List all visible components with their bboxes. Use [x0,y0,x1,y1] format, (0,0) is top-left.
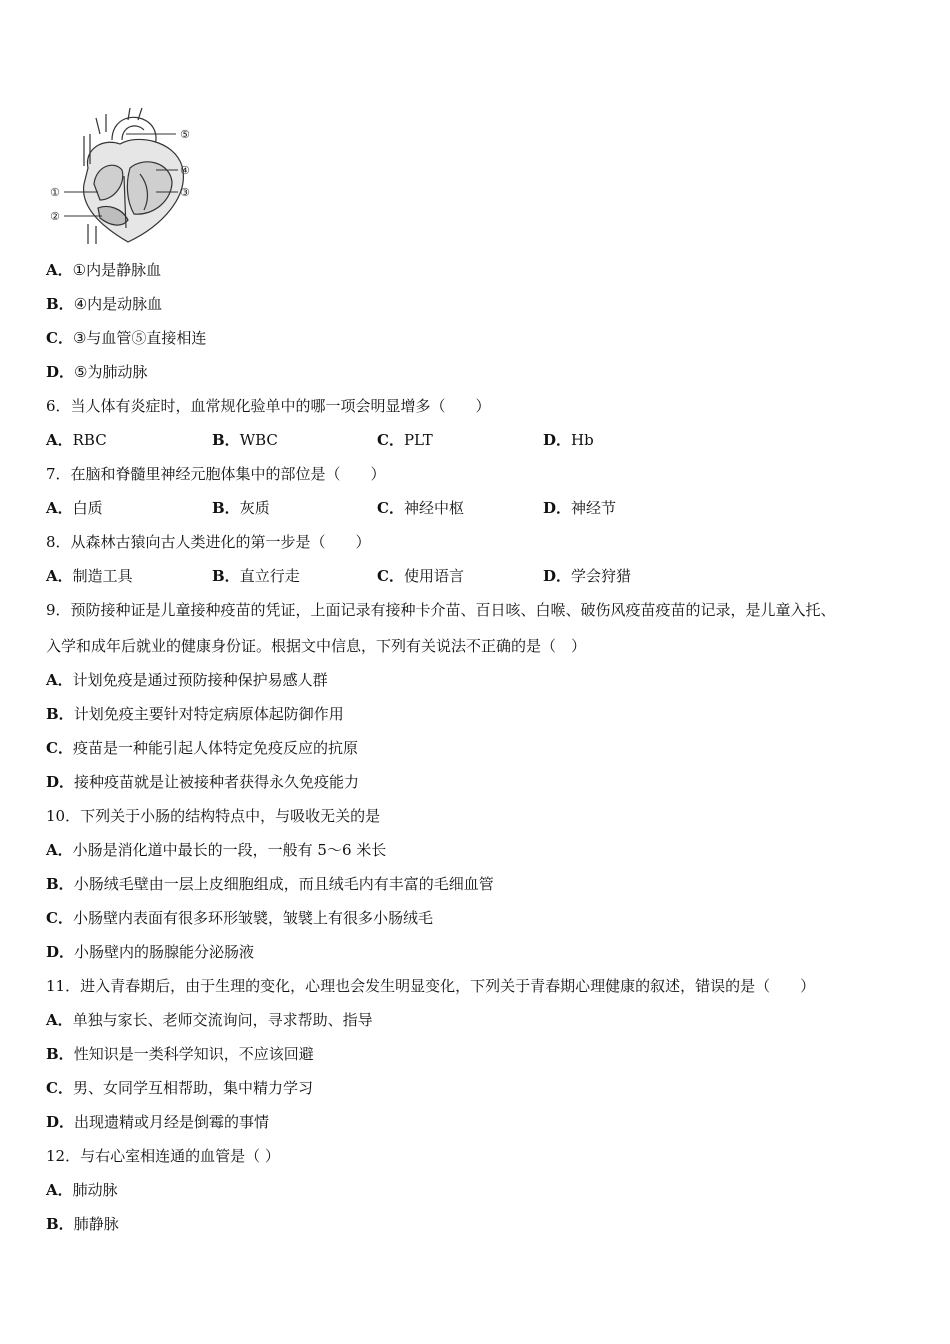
label-5: ⑤ [180,128,190,141]
q11-option-b: B．性知识是一类科学知识，不应该回避 [46,1045,314,1063]
q10-option-a: A．小肠是消化道中最长的一段，一般有 5～6 米长 [46,841,387,859]
q11-stem: 11．进入青春期后，由于生理的变化，心理也会发生明显变化，下列关于青春期心理健康的叙述，错误的是（ ） [46,977,816,995]
q8-option-c: C．使用语言 [377,567,464,585]
q12-option-a: A．肺动脉 [46,1181,118,1199]
label-1: ① [50,186,60,199]
q7-option-a: A．白质 [46,499,103,517]
q5-option-a: A．①内是静脉血 [46,261,162,279]
q11-option-d: D．出现遗精或月经是倒霉的事情 [46,1113,270,1131]
q8-option-a: A．制造工具 [46,567,133,585]
q10-option-b: B．小肠绒毛壁由一层上皮细胞组成，而且绒毛内有丰富的毛细血管 [46,875,494,893]
q7-stem: 7．在脑和脊髓里神经元胞体集中的部位是（ ） [46,465,386,483]
q10-option-c: C．小肠壁内表面有很多环形皱襞，皱襞上有很多小肠绒毛 [46,909,433,927]
q12-stem: 12．与右心室相连通的血管是（ ） [46,1147,280,1165]
q6-stem: 6．当人体有炎症时，血常规化验单中的哪一项会明显增多（ ） [46,397,491,415]
q9-stem-line1: 9．预防接种证是儿童接种疫苗的凭证，上面记录有接种卡介苗、百日咳、白喉、破伤风疫苗疫苗的记录，是儿童入托、 [46,601,836,619]
q6-option-b: B．WBC [212,431,278,449]
q10-option-d: D．小肠壁内的肠腺能分泌肠液 [46,943,255,961]
q10-stem: 10．下列关于小肠的结构特点中，与吸收无关的是 [46,807,381,825]
label-4: ④ [180,164,190,177]
q9-stem-line2: 入学和成年后就业的健康身份证。根据文中信息，下列有关说法不正确的是（ ） [46,637,587,655]
q5-option-b: B．④内是动脉血 [46,295,163,313]
q9-option-d: D．接种疫苗就是让被接种者获得永久免疫能力 [46,773,360,791]
q8-option-b: B．直立行走 [212,567,300,585]
q6-option-a: A．RBC [46,431,107,449]
q9-option-c: C．疫苗是一种能引起人体特定免疫反应的抗原 [46,739,358,757]
q5-option-c: C．③与血管⑤直接相连 [46,329,207,347]
label-3: ③ [180,186,190,199]
q11-option-a: A．单独与家长、老师交流询问，寻求帮助、指导 [46,1011,373,1029]
q6-option-c: C．PLT [377,431,433,449]
q5-option-d: D．⑤为肺动脉 [46,363,148,381]
q7-option-c: C．神经中枢 [377,499,464,517]
q8-stem: 8．从森林古猿向古人类进化的第一步是（ ） [46,533,371,551]
q7-option-d: D．神经节 [543,499,617,517]
q12-option-b: B．肺静脉 [46,1215,119,1233]
q7-option-b: B．灰质 [212,499,270,517]
q8-option-d: D．学会狩猎 [543,567,632,585]
q9-option-b: B．计划免疫主要针对特定病原体起防御作用 [46,705,344,723]
q9-option-a: A．计划免疫是通过预防接种保护易感人群 [46,671,328,689]
heart-diagram [44,104,204,246]
q11-option-c: C．男、女同学互相帮助，集中精力学习 [46,1079,313,1097]
q6-option-d: D．Hb [543,431,594,449]
label-2: ② [50,210,60,223]
